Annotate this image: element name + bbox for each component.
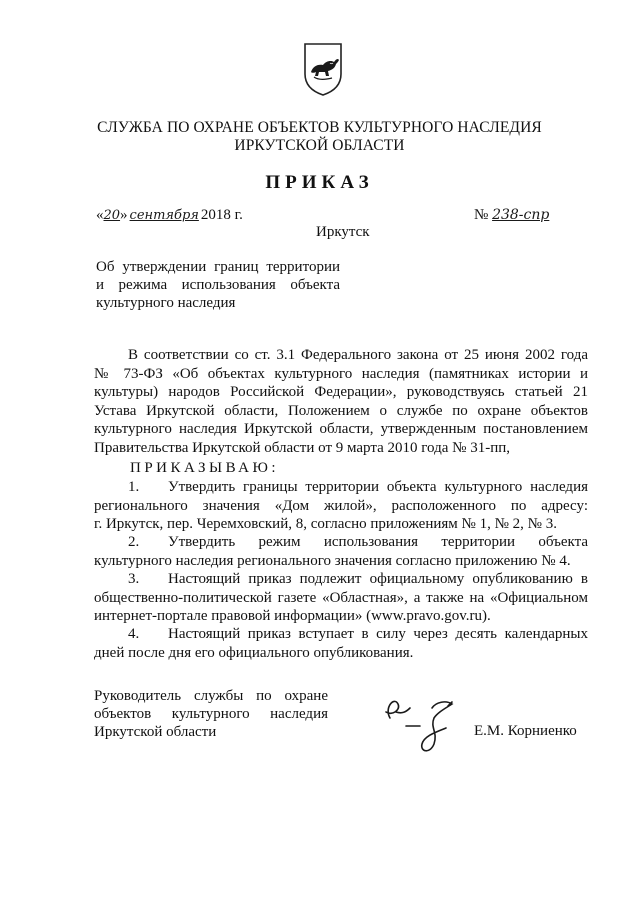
position-line: Руководитель службы по охране [94, 688, 328, 704]
date-year: 2018 г. [200, 207, 243, 223]
order-item-line: культурного наследия регионального значения согласно приложению № 4. [94, 552, 571, 569]
order-item-text: Утвердить режим использования территории объекта [168, 534, 588, 550]
date-close-quote: » [120, 207, 128, 223]
preamble-line: культурного наследия Иркутской области, утвержденным постановлением [94, 421, 588, 437]
handwritten-signature-icon [376, 688, 466, 758]
signatory-name: Е.М. Корниенко [474, 723, 577, 739]
order-item-line: общественно-политической газете «Областная», а также на «Официальном [94, 589, 588, 606]
position-line: Иркутской области [94, 724, 217, 740]
order-item-number: 1. [128, 479, 140, 495]
preamble-paragraph [94, 346, 588, 457]
signatory-position [94, 687, 328, 741]
city-name: Иркутск [316, 224, 370, 240]
order-item-number: 4. [128, 626, 140, 642]
subject-line: и режима использования объекта [96, 277, 340, 293]
order-item-number: 3. [128, 571, 140, 587]
organization-name-line1: СЛУЖБА ПО ОХРАНЕ ОБЪЕКТОВ КУЛЬТУРНОГО НАСЛЕДИЯ [97, 119, 542, 136]
order-item-text: Утвердить границы территории объекта культурного наследия [168, 479, 588, 495]
order-item-2 [94, 533, 588, 570]
subject-line: Об утверждении границ территории [96, 259, 340, 275]
order-item-number: 2. [128, 534, 140, 550]
number-sign: № [474, 207, 489, 223]
date-open-quote: « [96, 207, 104, 223]
order-heading: ПРИКАЗЫВАЮ: [130, 460, 280, 476]
preamble-line: В соответствии со ст. 3.1 Федерального закона от 25 июня 2002 года [128, 347, 588, 363]
subject-line: культурного наследия [96, 295, 236, 311]
order-item-text: Настоящий приказ подлежит официальному опубликованию в [168, 571, 588, 587]
organization-name-line2: ИРКУТСКОЙ ОБЛАСТИ [234, 137, 405, 154]
coat-of-arms-icon [302, 42, 344, 96]
date-month: сентября [129, 208, 199, 223]
order-item-line: г. Иркутск, пер. Черемховский, 8, согласно приложениям № 1, № 2, № 3. [94, 516, 557, 532]
document-title: ПРИКАЗ [265, 172, 374, 193]
order-item-line: регионального значения «Дом жилой», расположенного по адресу: [94, 497, 588, 514]
preamble-line: Устава Иркутской области, Положением о службе по охране объектов [94, 402, 588, 419]
order-subject [96, 258, 340, 312]
order-item-first-line [94, 533, 588, 552]
preamble-line: культуры) народов Российской Федерации», руководствуясь статьей 21 [94, 384, 588, 400]
number-value: 238-спр [492, 207, 550, 223]
order-item-4 [94, 625, 588, 662]
order-item-first-line [94, 625, 588, 644]
document-date [96, 207, 243, 224]
order-item-first-line [94, 570, 588, 589]
document-number [474, 207, 549, 224]
order-item-3 [94, 570, 588, 626]
position-line: объектов культурного наследия [94, 706, 328, 722]
order-item-line: дней после дня его официального опубликования. [94, 644, 414, 661]
order-item-line: интернет-портале правовой информации» (www.pravo.gov.ru). [94, 608, 491, 624]
order-item-text: Настоящий приказ вступает в силу через десять календарных [168, 626, 588, 642]
preamble-line: Правительства Иркутской области от 9 марта 2010 года № 31-пп, [94, 439, 510, 456]
order-item-first-line [94, 478, 588, 497]
preamble-line: № 73-ФЗ «Об объектах культурного наследия (памятниках истории и [94, 365, 588, 382]
order-item-1 [94, 478, 588, 534]
date-day: 20 [103, 208, 121, 223]
